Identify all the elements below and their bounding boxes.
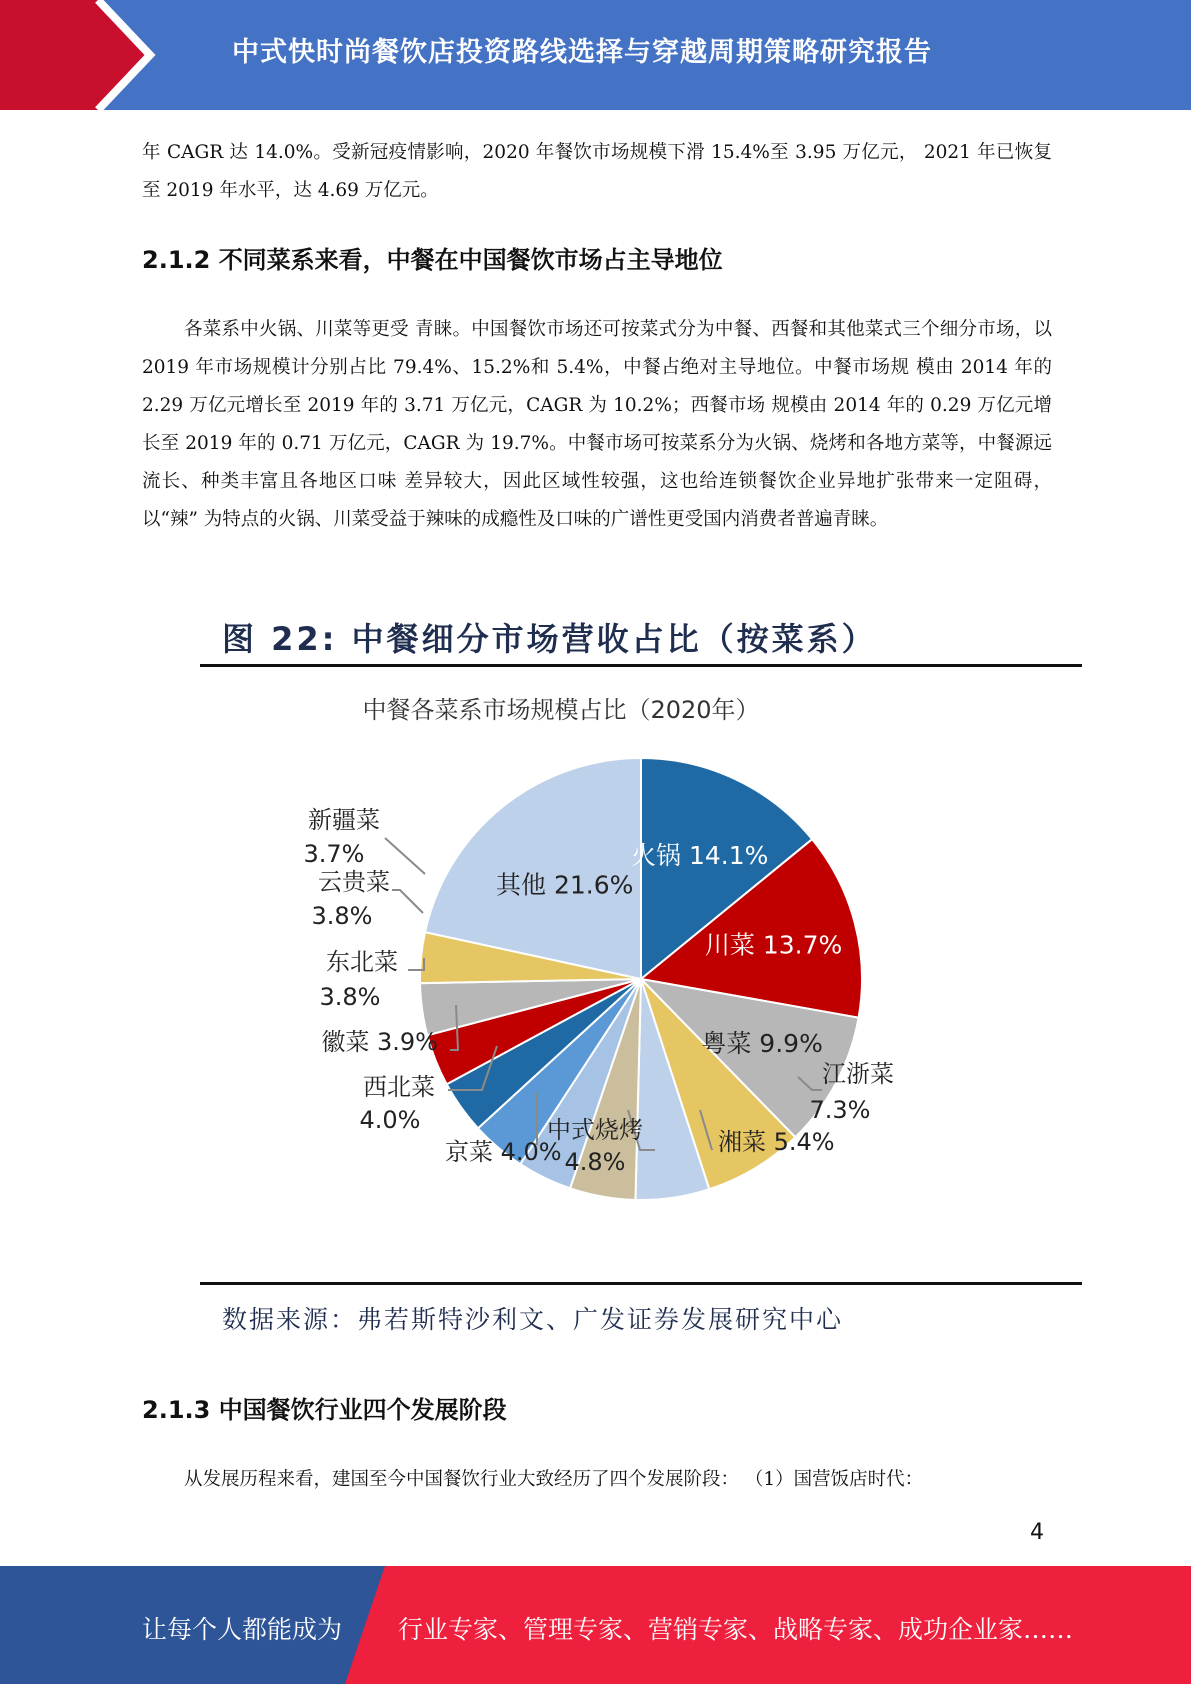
slice-value-9: 3.8% bbox=[319, 983, 381, 1011]
intro-paragraph: 年 CAGR 达 14.0%。受新冠疫情影响，2020 年餐饮市场规模下滑 15.4%至 3.95 万亿元， 2021 年已恢复至 2019 年水平，达 4.69 万亿元。 bbox=[142, 142, 1052, 201]
slice-label-3: 江浙菜 bbox=[822, 1060, 894, 1088]
figure-title: 图 22: 中餐细分市场营收占比（按菜系） bbox=[222, 620, 877, 658]
section-2-1-2-body: 各菜系中火锅、川菜等更受 青睐。中国餐饮市场还可按菜式分为中餐、西餐和其他菜式三个细分市场，以 2019 年市场规模计分别占比 79.4%、15.2%和 5.4%，中餐占绝对主导地位。中餐市场规 模由 2014 年的 2.29 万亿元增长至 2019 年的 3.71 万亿元，CAGR 为 10.2%；西餐市场 规模由 2014 年的 0.29 万亿元增长至 2019 年的 0.71 万亿元，CAGR 为 19.7%。中餐市场可按菜系分为火锅、烧烤和各地方菜等，中餐源远流长、种类丰富且各地区口味 差异较大，因此区域性较强，这也给连锁餐饮企业异地扩张带来一定阻碍，以“辣” 为特点的火锅、川菜受益于辣味的成瘾性及口味的广谱性更受国内消费者普遍青睐。 bbox=[142, 319, 1052, 530]
report-title: 中式快时尚餐饮店投资路线选择与穿越周期策略研究报告 bbox=[232, 37, 932, 68]
page-header bbox=[0, 0, 1191, 110]
slice-label-8: 徽菜 3.9% bbox=[321, 1028, 438, 1056]
slice-label-10: 云贵菜 bbox=[318, 868, 390, 896]
data-source-note: 数据来源：弗若斯特沙利文、广发证券发展研究中心 bbox=[222, 1305, 844, 1334]
slice-label-11: 新疆菜 bbox=[308, 806, 380, 834]
slice-label-4: 湘菜 5.4% bbox=[718, 1128, 835, 1156]
figure-22 bbox=[200, 610, 1082, 1340]
slice-value-7: 4.0% bbox=[359, 1106, 421, 1134]
leader-line-11 bbox=[385, 838, 425, 874]
slice-label-7: 西北菜 bbox=[363, 1073, 435, 1101]
slice-label-0: 火锅 14.1% bbox=[631, 841, 769, 871]
section-2-1-3-body: 从发展历程来看，建国至今中国餐饮行业大致经历了四个发展阶段： （1）国营饭店时代： bbox=[184, 1469, 924, 1490]
slice-label-9: 东北菜 bbox=[326, 948, 398, 976]
slice-value-10: 3.8% bbox=[311, 902, 373, 930]
footer-slogan-right: 行业专家、管理专家、营销专家、战略专家、成功企业家…… bbox=[398, 1615, 1074, 1644]
slice-value-5: 4.8% bbox=[564, 1148, 626, 1176]
pie-chart bbox=[200, 610, 1082, 1290]
leader-line-10 bbox=[392, 890, 423, 913]
slice-value-11: 3.7% bbox=[303, 840, 365, 868]
slice-label-12: 其他 21.6% bbox=[496, 870, 634, 900]
section-heading-2-1-2: 2.1.2 不同菜系来看，中餐在中国餐饮市场占主导地位 bbox=[142, 246, 723, 274]
chart-title: 中餐各菜系市场规模占比（2020年） bbox=[362, 696, 760, 724]
slice-value-3: 7.3% bbox=[809, 1096, 871, 1124]
slice-label-5: 中式烧烤 bbox=[547, 1116, 643, 1144]
footer-slogan-left: 让每个人都能成为 bbox=[142, 1615, 343, 1644]
figure-bottom-rule bbox=[200, 1282, 1082, 1285]
slice-label-1: 川菜 13.7% bbox=[704, 930, 843, 960]
page-footer bbox=[0, 1566, 1191, 1684]
page-number: 4 bbox=[1030, 1520, 1044, 1545]
section-heading-2-1-3: 2.1.3 中国餐饮行业四个发展阶段 bbox=[142, 1396, 507, 1424]
slice-label-2: 粤菜 9.9% bbox=[701, 1029, 823, 1059]
slice-label-6: 京菜 4.0% bbox=[445, 1138, 562, 1166]
